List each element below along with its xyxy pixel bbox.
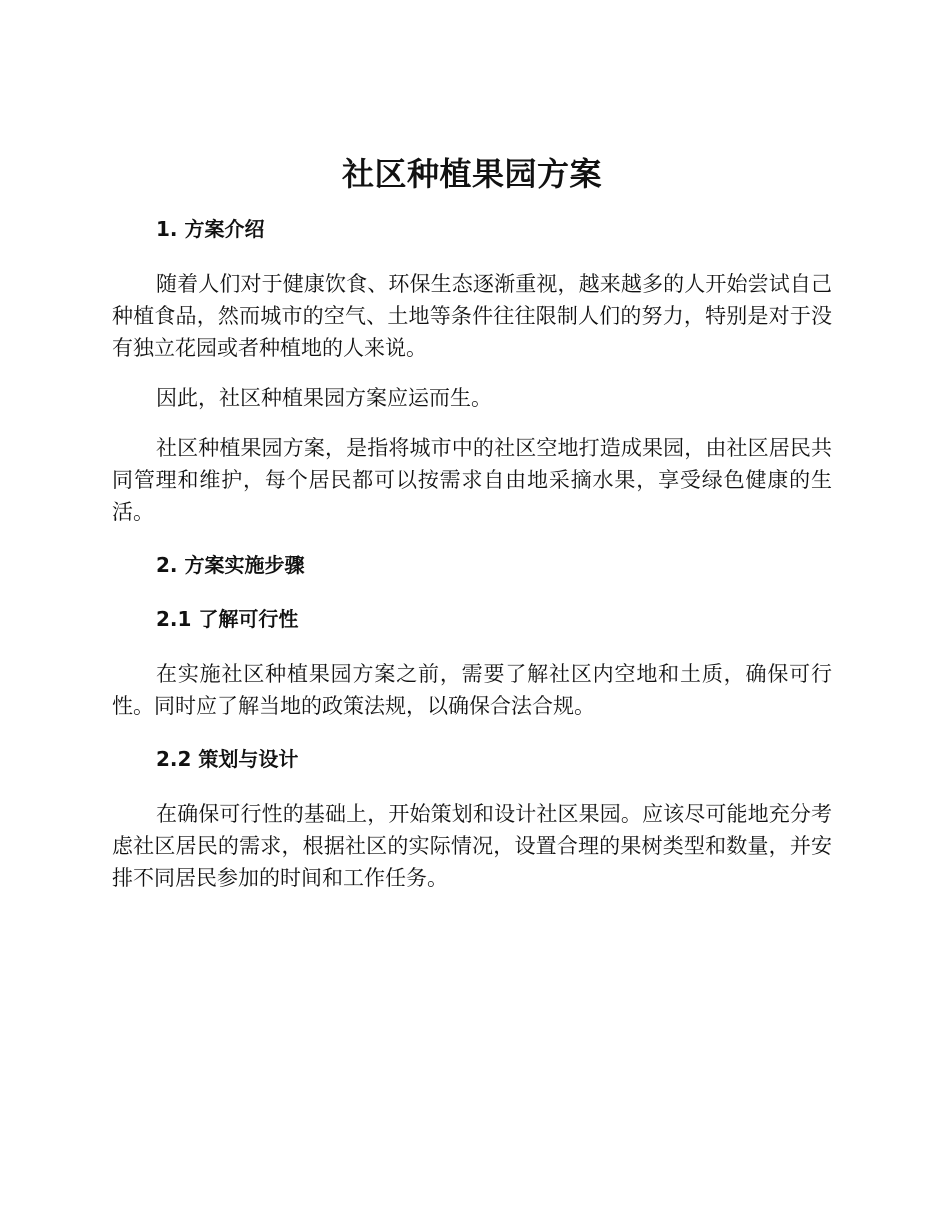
section-heading-introduction: 1. 方案介绍 <box>156 217 265 241</box>
section-heading-feasibility: 2.1 了解可行性 <box>156 607 299 631</box>
intro-paragraph-1: 随着人们对于健康饮食、环保生态逐渐重视，越来越多的人开始尝试自己种植食品，然而城市的空气、土地等条件往往限制人们的努力，特别是对于没有独立花园或者种植地的人来说。 <box>112 272 832 360</box>
planning-design-paragraph: 在确保可行性的基础上，开始策划和设计社区果园。应该尽可能地充分考虑社区居民的需求，根据社区的实际情况，设置合理的果树类型和数量，并安排不同居民参加的时间和工作任务。 <box>112 802 832 890</box>
intro-paragraph-2: 因此，社区种植果园方案应运而生。 <box>156 386 492 410</box>
feasibility-paragraph: 在实施社区种植果园方案之前，需要了解社区内空地和土质，确保可行性。同时应了解当地的政策法规，以确保合法合规。 <box>112 662 832 718</box>
section-heading-planning-design: 2.2 策划与设计 <box>156 747 299 771</box>
section-heading-implementation-steps: 2. 方案实施步骤 <box>156 553 305 577</box>
document-title: 社区种植果园方案 <box>341 155 602 193</box>
intro-paragraph-3: 社区种植果园方案，是指将城市中的社区空地打造成果园，由社区居民共同管理和维护，每个居民都可以按需求自由地采摘水果，享受绿色健康的生活。 <box>112 436 832 524</box>
